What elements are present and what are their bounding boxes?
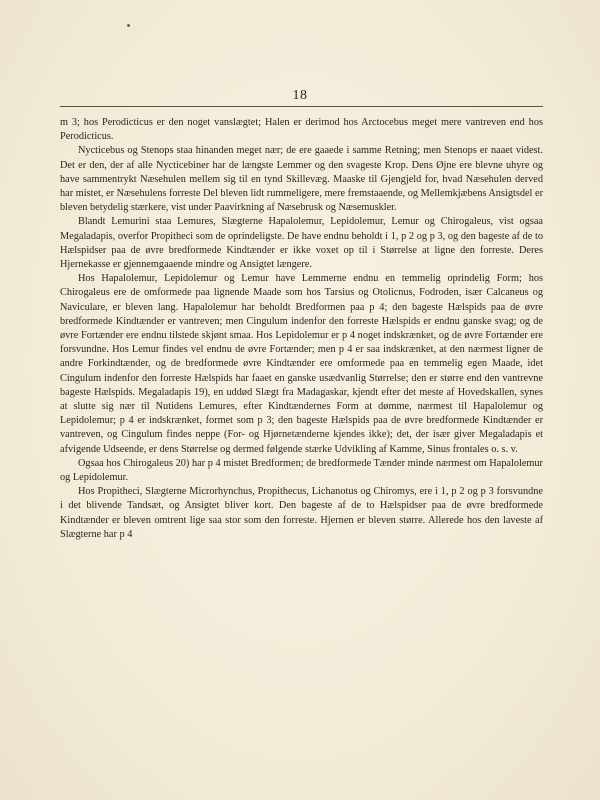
paragraph: m 3; hos Perodicticus er den noget vanslægtet; Halen er derimod hos Arctocebus meget mere vantreven end hos Perodicticus. xyxy=(60,117,543,143)
paragraph: Nycticebus og Stenops staa hinanden meget nær; de ere gaaede i samme Retning; men Stenops er naaet videst. Det er den, der af alle Nycticebiner har de længste Lemmer og den svageste Krop. Dens Øjne ere blevne uhyre og have sammentrykt Næsehulen mellem sig til en tynd Skillevæg. Maaske til Gjengjeld for, hvad Næsehulen derved har mistet, er Næsehulens forreste Del bleven lidt rummeligere, mere fremstaaende, og Mellemkjæbens Ansigtsdel er bleven betydelig stærkere, vist under Paavirkning af Næsebrusk og Næsemuskler. xyxy=(60,145,543,214)
paragraph: Ogsaa hos Chirogaleus 20) har p 4 mistet Bredformen; de bredformede Tænder minde nærmest om Hapalolemur og Lepidolemur. xyxy=(60,457,543,484)
paper-speck xyxy=(127,24,130,27)
page-number: 18 xyxy=(292,88,308,103)
paragraph: Hos Hapalolemur, Lepidolemur og Lemur have Lemmerne endnu en temmelig oprindelig Form; hos Chirogaleus ere de omformede paa lignende Maade som hos Tarsius og Otolicnus, Fodroden, især Calcaneus og Naviculare, er bleven lang. Hapalolemur har beholdt Bredformen paa p 4; den bageste Hælspids paa de øvre bredformede Kindtænder er vantreven; men Cingulum indenfor den forreste Hælspids er endnu ganske svag; og de øvre Fortænder ere endnu tilstede skjønt smaa. Hos Lepidolemur er p 4 noget indskrænket, og de øvre Fortænder ere forsvundne. Hos Lemur findes vel endnu de øvre Fortænder; men p 4 er saa indskrænket, at den nærmest ligner de andre Forkindtænder, og de bredformede øvre Kindtænder ere omformede paa en temmelig egen Maade, idet Cingulum indenfor den forreste Hælspids har faaet en ganske usædvanlig Størrelse; den er større end den vantrevne bageste Hælspids. Megaladapis 19), en uddød Slægt fra Madagaskar, kjendt efter det meste af Hovedskallen, synes at slutte sig nær til Nutidens Lemures, efter Kindtændernes Form at dømme, nærmest til Hapalolemur og Lepidolemur; p 4 er indskrænket, formet som p 3; den bageste Hælspids paa de øvre bredformede Kindtænder er vantreven, og Cingulum findes neppe (For- og Hjørnetænderne kjendes ikke); det, der især giver Megaladapis et afvigende Udseende, er dens Størrelse og dermed følgende stærke Udvikling af Kamme, Sinus frontales o. s. v. xyxy=(60,273,543,455)
header-rule xyxy=(60,106,543,107)
paragraph: Hos Propitheci, Slægterne Microrhynchus, Propithecus, Lichanotus og Chiromys, ere i 1, p 2 og p 3 forsvundne i det blivende Tandsæt, og Ansigtet bliver kort. Den bageste af de to Hælspidser paa de øvre bredformede Kindtænder er bleven omtrent lige saa stor som den forreste. Hjernen er bleven større. Allerede hos den laveste af Slægterne har p 4 xyxy=(60,486,543,540)
paragraph: Blandt Lemurini staa Lemures, Slægterne Hapalolemur, Lepidolemur, Lemur og Chirogaleus, vist ogsaa Megaladapis, overfor Propitheci som de oprindeligste. De have endnu beholdt i 1, p 2 og p 3, og den bageste af de to Hælspidser paa de øvre bredformede Kindtænder er ikke voxet op til i Størrelse at ligne den forreste. Deres Hjernekasse er gjennemgaaende mindre og Ansigtet længere. xyxy=(60,216,543,271)
body-text xyxy=(60,116,543,542)
